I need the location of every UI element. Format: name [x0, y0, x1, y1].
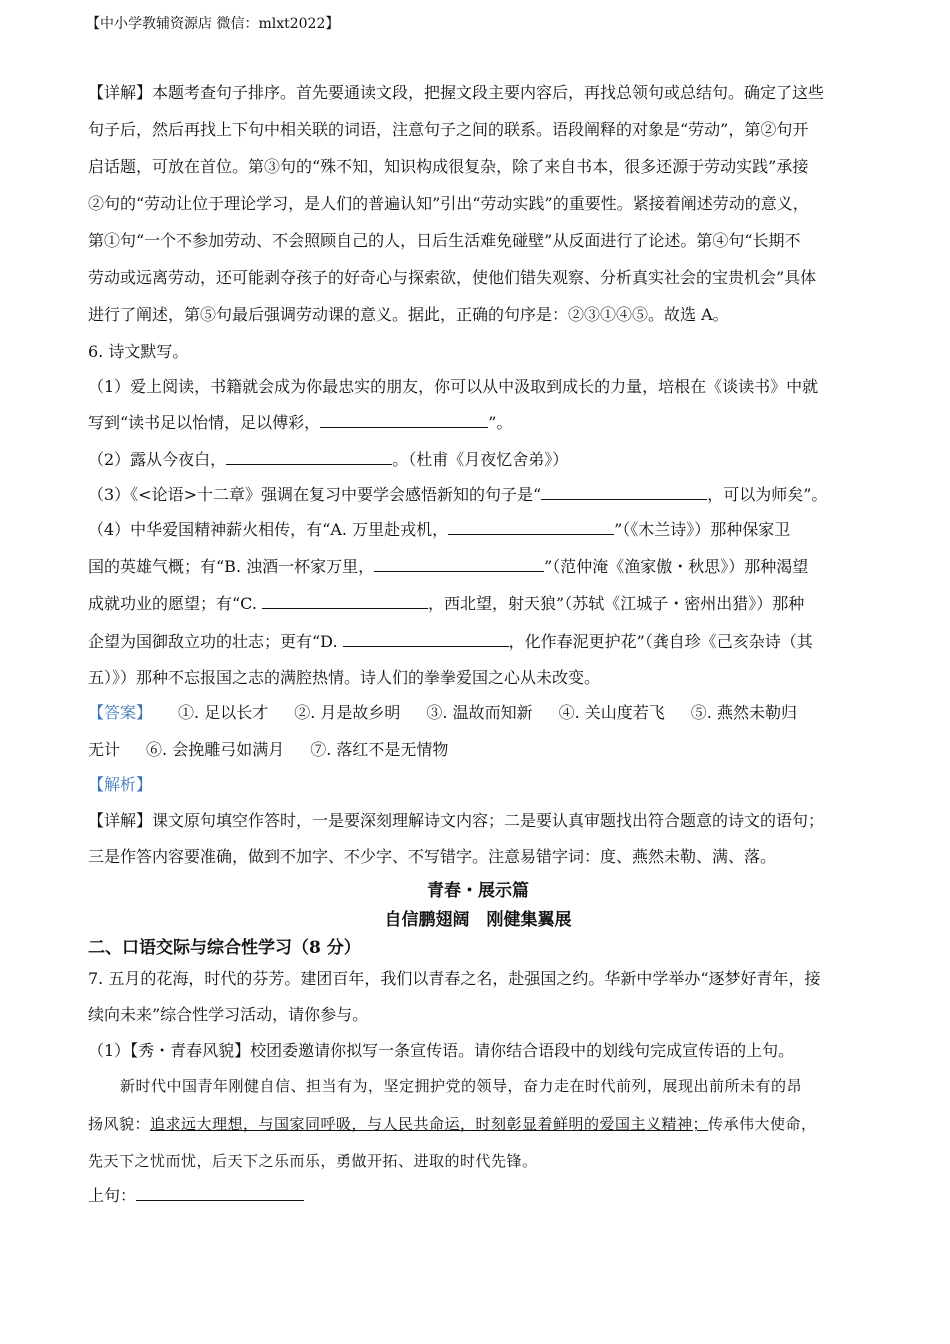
q6-part1-line1: （1）爱上阅读，书籍就会成为你最忠实的朋友，你可以从中汲取到成长的力量，培根在《谈读书》中就 [88, 377, 819, 396]
q7-answer-line [88, 1184, 868, 1207]
q6-part1-suffix: ”。 [488, 413, 513, 432]
answer-item: ⑤. 燕然未勒归 [690, 703, 797, 722]
q6-part4a-prompt: （4）中华爱国精神薪火相传，有“A. 万里赴戎机， [88, 520, 449, 539]
q6-part1-prompt: 写到“读书足以怡情，足以傅彩， [88, 413, 321, 432]
q6-title: 6. 诗文默写。 [88, 342, 189, 361]
part-title: 青春・展示篇 [427, 881, 529, 901]
answer-item-cont: 无计 [88, 740, 121, 759]
detail5-line-5: 第①句“一个不参加劳动、不会照顾自己的人，日后生活难免碰壁”从反面进行了论述。第④句“长期不 [88, 231, 801, 250]
answer-item: ⑦. 落红不是无情物 [310, 740, 449, 759]
q6-part4a-suffix: ”（《木兰诗》）那种保家卫 [614, 520, 791, 539]
q6-part1-line2 [88, 411, 868, 434]
q6-part4-line2 [88, 555, 868, 578]
detail5-line-6: 劳动或远离劳动，还可能剥夺孩子的好奇心与探索欲，使他们错失观察、分析真实社会的宝贵机会”具体 [88, 268, 817, 287]
answer-line-2 [88, 739, 868, 761]
q6-part4c-prompt: 成就功业的愿望；有“C. [88, 594, 263, 613]
passage-line-3: 先天下之忧而忧，后天下之乐而乐，勇做开拓、进取的时代先锋。 [88, 1152, 538, 1170]
passage-line-1: 新时代中国青年刚健自信、担当有为，坚定拥护党的领导，奋力走在时代前列，展现出前所未有的昂 [120, 1077, 803, 1095]
analysis-label: 【解析】 [88, 775, 153, 794]
answer-item: ⑥. 会挽雕弓如满月 [146, 740, 285, 759]
q6-part4-line1 [88, 518, 868, 541]
source-header: 【中小学教辅资源店 微信：mlxt2022】 [86, 16, 340, 32]
part-subtitle: 自信鹏翅阔 刚健集翼展 [384, 910, 572, 930]
detail5-line-4: ②句的“劳动让位于理论学习，是人们的普遍认知”引出“劳动实践”的重要性。紧接着阐述劳动的意义， [88, 194, 809, 213]
detail5-line-7: 进行了阐述，第⑤句最后强调劳动课的意义。据此，正确的句序是：②③①④⑤。故选 A。 [88, 305, 729, 324]
q6-part4d-prompt: 企望为国御敌立功的壮志；更有“D. [88, 632, 343, 651]
q7-line-1: 7. 五月的花海，时代的芬芳。建团百年，我们以青春之名，赴强国之约。华新中学举办“逐梦好青年，接 [88, 969, 821, 988]
answer-blank [541, 483, 707, 500]
answer-item: ④. 关山度若飞 [558, 703, 665, 722]
answer-blank [226, 448, 392, 465]
answer-item: ②. 月是故乡明 [294, 703, 401, 722]
detail5-line-3: 启话题，可放在首位。第③句的“殊不知，知识构成很复杂，除了来自书本，很多还源于劳动实践”承接 [88, 157, 809, 176]
q7-line-2: 续向未来”综合性学习活动，请你参与。 [88, 1005, 369, 1024]
answer-line-1 [88, 702, 868, 724]
underlined-sentence: 追求远大理想，与国家同呼吸，与人民共命运，时刻彰显着鲜明的爱国主义精神； [150, 1115, 709, 1133]
answer-blank [343, 630, 509, 647]
q6-part2-prompt: （2）露从今夜白， [88, 450, 227, 469]
answer-blank [136, 1184, 304, 1201]
q6-part2 [88, 448, 868, 471]
q6-part4d-suffix: ，化作春泥更护花”（龚自珍《己亥杂诗（其 [508, 632, 813, 651]
passage-prefix: 扬风貌： [88, 1115, 151, 1133]
q6-part2-suffix: 。（杜甫《月夜忆舍弟》） [392, 450, 569, 469]
q6-part4-line5: 五）》）那种不忘报国之志的满腔热情。诗人们的拳拳爱国之心从未改变。 [88, 668, 601, 687]
q7-subquestion-1: （1）【秀・青春风貌】校团委邀请你拟写一条宣传语。请你结合语段中的划线句完成宣传语的上句。 [88, 1041, 795, 1060]
answer-blank [320, 411, 488, 428]
answer-label: 【答案】 [88, 703, 153, 722]
section-heading: 二、口语交际与综合性学习（8 分） [88, 938, 361, 958]
answer-item: ①. 足以长才 [178, 703, 269, 722]
q6-part4c-suffix: ，西北望，射天狼”（苏轼《江城子・密州出猎》）那种 [428, 594, 805, 613]
passage-suffix: 传承伟大使命， [708, 1115, 817, 1133]
detail5-line-2: 句子后，然后再找上下句中相关联的词语，注意句子之间的联系。语段阐释的对象是“劳动”，第②句开 [88, 120, 809, 139]
answer-blank [262, 592, 428, 609]
answer-blank [374, 555, 544, 572]
q6-part3 [88, 483, 868, 506]
q6-part4b-suffix: ”（范仲淹《渔家傲・秋思》）那种渴望 [544, 557, 809, 576]
analysis-line-2: 三是作答内容要准确，做到不加字、不少字、不写错字。注意易错字词：度、燕然未勒、满、落。 [88, 847, 777, 866]
q6-part4b-prompt: 国的英雄气概；有“B. 浊酒一杯家万里， [88, 557, 375, 576]
passage-line-2 [88, 1113, 868, 1135]
analysis-line-1: 【详解】课文原句填空作答时，一是要深刻理解诗文内容；二是要认真审题找出符合题意的诗文的语句； [88, 811, 825, 830]
answer-blank [448, 518, 614, 535]
detail5-line-1: 【详解】本题考查句子排序。首先要通读文段，把握文段主要内容后，再找总领句或总结句。确定了这些 [88, 83, 825, 102]
q6-part3-prompt: （3）《<论语>十二章》强调在复习中要学会感悟新知的句子是“ [88, 485, 542, 504]
q6-part4-line4 [88, 630, 868, 653]
answer-prompt-label: 上句： [88, 1186, 137, 1205]
q6-part3-suffix: ，可以为师矣”。 [707, 485, 828, 504]
answer-item: ③. 温故而知新 [426, 703, 533, 722]
q6-part4-line3 [88, 592, 868, 615]
